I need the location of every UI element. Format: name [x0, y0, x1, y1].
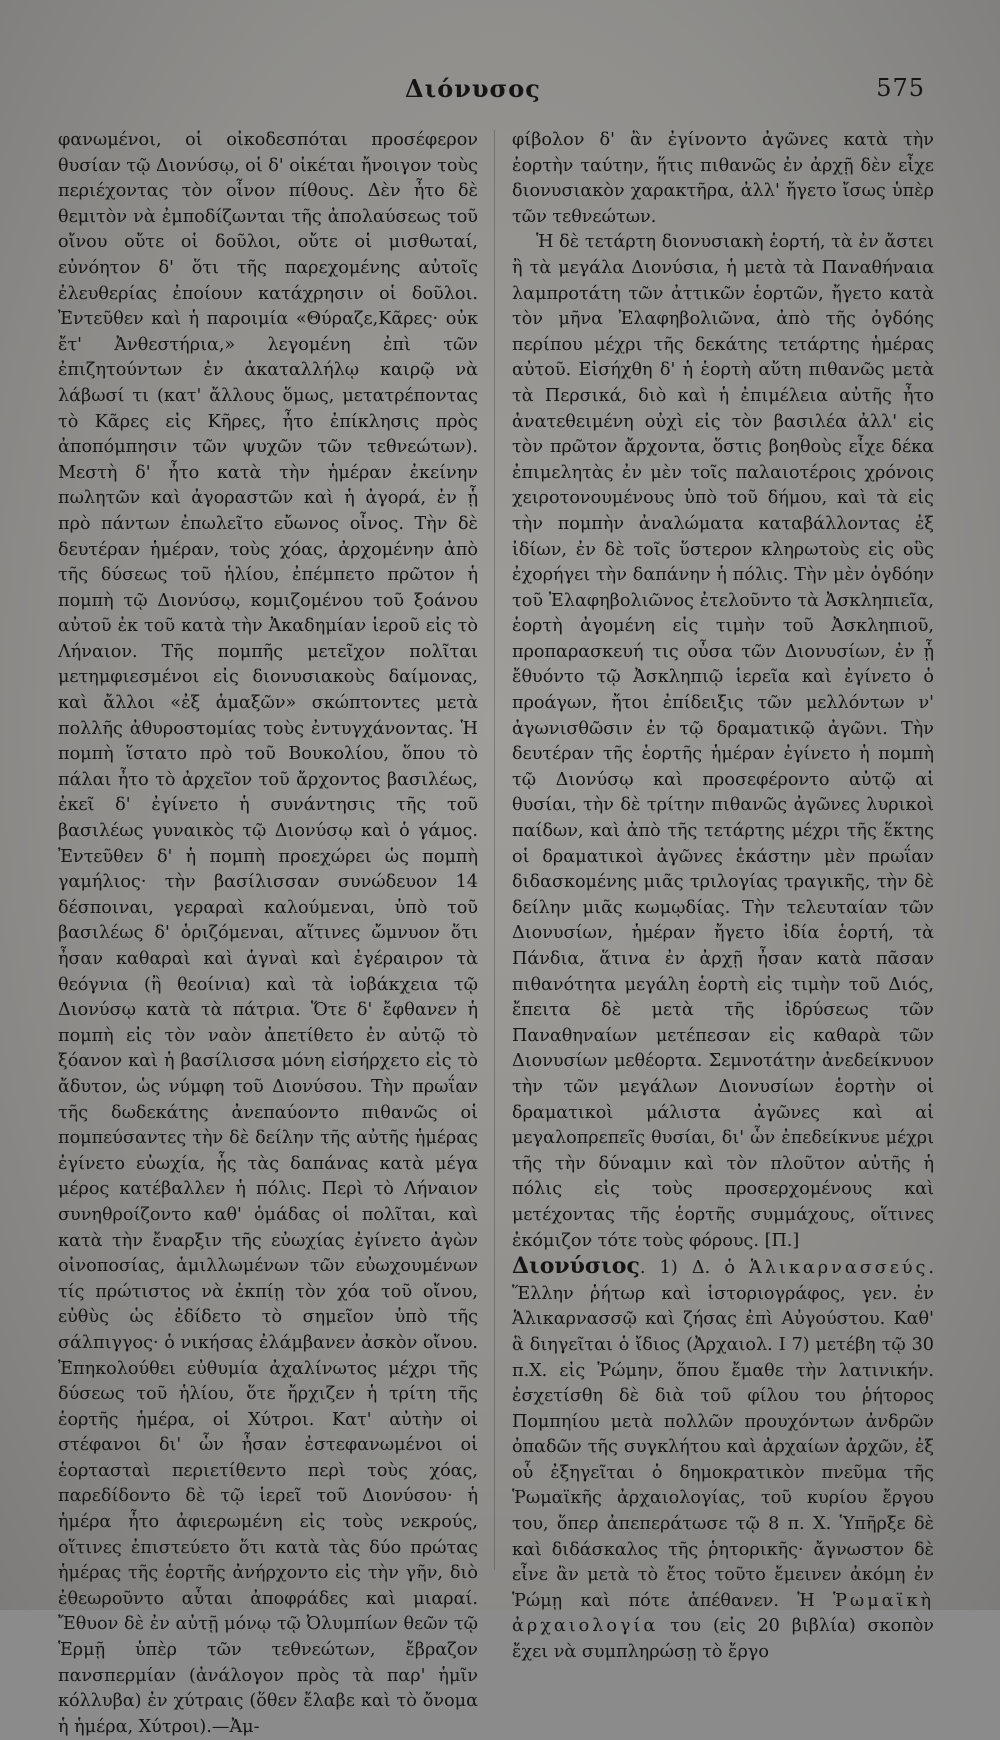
entry-headword: Διονύσιος — [512, 1253, 640, 1280]
column-divider — [494, 130, 495, 1570]
entry-dionysios — [512, 1254, 934, 1666]
entry-text-b: . Ἕλλην ῥήτωρ καὶ ἱστοριογράφος, γεν. ἐν Ἁλικαρνασσῷ καὶ ζήσας ἐπὶ Αὐγούστου. Καθ' ἃ διηγεῖται ὁ ἴδιος (Ἀρχαιολ. Ι 7) μετέβη τῷ 30 π.Χ. εἰς Ῥώμην, ὅπου ἔμαθε τὴν λατινικήν. ἐσχετίσθη δὲ διὰ τοῦ φίλου του ῥήτορος Πομπηίου μετὰ πολλῶν προυχόντων ἀνδρῶν ὀπαδῶν τῆς συγκλήτου καὶ ἀρχαίων ἀρχῶν, ἐξ οὗ ἐξηγεῖται ὁ δημοκρατικὸν πνεῦμα τῆς Ῥωμαϊκῆς ἀρχαιολογίας, τοῦ κυρίου ἔργου του, ὅπερ ἀπεπεράτωσε τῷ 8 π. Χ. Ὑπῆρξε δὲ καὶ διδάσκαλος τῆς ῥητορικῆς· ἄγνωστον δὲ εἶνε ἂν μετὰ τὸ ἔτος τοῦτο ἔμεινεν ἀκόμη ἐν Ῥώμῃ καὶ πότε ἀπέθανεν. Ἡ — [512, 1258, 934, 1611]
paragraph-end-anthesteria: φίβολον δ' ἂν ἐγίνοντο ἀγῶνες κατὰ τὴν ἑορτὴν ταύτην, ἥτις πιθανῶς ἐν ἀρχῇ δὲν εἶχε διονυσιακὸν χαρακτῆρα, ἀλλ' ἤγετο ἴσως ὑπὲρ τῶν τεθνεώτων. — [512, 130, 934, 227]
entry-spaced-name: Ἁλικαρνασσεύς — [749, 1258, 929, 1279]
page-heading: Διόνυσος — [405, 74, 541, 103]
running-head — [0, 70, 1000, 110]
entry-spaced-title: Ῥωμαϊκὴ ἀρχαιολογία — [512, 1590, 934, 1637]
paragraph-great-dionysia: Ἡ δὲ τετάρτη διονυσιακὴ ἑορτή, τὰ ἐν ἄστει ἢ τὰ μεγάλα Διονύσια, ἡ μετὰ τὰ Παναθήναια λαμπροτάτη τῶν ἀττικῶν ἑορτῶν, ἤγετο κατὰ τὸν μῆνα Ἐλαφηβολιῶνα, ἀπὸ τῆς ὀγδόης περίπου μέχρι τῆς δεκάτης τετάρτης ἡμέρας αὐτοῦ. Εἰσήχθη δ' ἡ ἑορτὴ αὕτη πιθανῶς μετὰ τὰ Περσικά, διὸ καὶ ἡ ἐπιμέλεια αὐτῆς ἦτο ἀνατεθειμένη οὐχὶ εἰς τὸν βασιλέα ἀλλ' εἰς τὸν πρῶτον ἄρχοντα, ὅστις βοηθοὺς εἶχε δέκα ἐπιμελητὰς ἐν μὲν τοῖς παλαιοτέροις χρόνοις χειροτονουμένους ὑπὸ τοῦ δήμου, καὶ τὰ εἰς τὴν πομπὴν ἀναλώματα καταβάλλοντας ἐξ ἰδίων, ἐν δὲ τοῖς ὕστερον κληρωτοὺς εἰς οὓς ἐχορήγει τὴν δαπάνην ἡ πόλις. Τὴν μὲν ὀγδόην τοῦ Ἐλαφηβολιῶνος ἐτελοῦντο τὰ Ἀσκληπιεῖα, ἑορτὴ ἀγομένη εἰς τιμὴν τοῦ Ἀσκληπιοῦ, προπαρασκευή τις οὖσα τῶν Διονυσίων, ἐν ᾗ ἔθυόντο τῷ Ἀσκληπιῷ ἱερεῖα καὶ ἐγίνετο ὁ προάγων, ἤτοι ἐπίδειξις τῶν μελλόντων ν' ἀγωνισθῶσιν ἐν τῷ δραματικῷ ἀγῶνι. Τὴν δευτέραν τῆς ἑορτῆς ἡμέραν ἐγίνετο ἡ πομπὴ τῷ Διονύσῳ καὶ προσεφέροντο αὐτῷ αἱ θυσίαι, τὴν δὲ τρίτην πιθανῶς ἀγῶνες λυρικοὶ παίδων, καὶ ἀπὸ τῆς τετάρτης μέχρι τῆς ἕκτης οἱ δραματικοὶ ἀγῶνες ἑκάστην μὲν πρωΐαν διδασκομένης μιᾶς τριλογίας τραγικῆς, τὴν δὲ δείλην μιᾶς κωμῳδίας. Τὴν τελευταίαν τῶν Διονυσίων, ἡμέραν ἤγετο ἰδία ἑορτή, τὰ Πάνδια, ἅτινα ἐν ἀρχῇ ἦσαν κατὰ πᾶσαν πιθανότητα μεγάλη ἑορτὴ εἰς τιμὴν τοῦ Διός, ἔπειτα δὲ μετὰ τῆς ἰδρύσεως τῶν Παναθηναίων μετέπεσαν εἰς καθαρὰ τῶν Διονυσίων μεθέορτα. Σεμνοτάτην ἀνεδείκνυον τὴν τῶν μεγάλων Διονυσίων ἑορτὴν οἱ δραματικοὶ μάλιστα ἀγῶνες καὶ αἱ μεγαλοπρεπεῖς θυσίαι, δι' ὧν ἐπεδείκνυε μέχρι τῆς τὴν δύναμιν καὶ τὸν πλοῦτον αὐτῆς ἡ πόλις εἰς τοὺς προσερχομένους καὶ μετέχοντας τῆς ἑορτῆς συμμάχους, οἵτινες ἐκόμιζον τότε τοὺς φόρους. [Π.] — [512, 232, 934, 1251]
entry-text-c: του (εἰς 20 βιβλία) σκοπὸν ἔχει νὰ συμπληρώσῃ τὸ ἔργο — [512, 1616, 934, 1663]
left-column — [58, 128, 478, 1740]
page-number: 575 — [876, 74, 925, 102]
right-column — [512, 128, 934, 1666]
left-column-text: φανωμένοι, οἱ οἰκοδεσπόται προσέφερον θυσίαν τῷ Διονύσῳ, οἱ δ' οἰκέται ἤνοιγον τοὺς περιέχοντας τὸν οἶνον πίθους. Δὲν ἦτο δὲ θεμιτὸν νὰ ἐμποδίζωνται τῆς ἀπολαύσεως τοῦ οἴνου οὔτε οἱ δοῦλοι, οὔτε οἱ μισθωταί, εὐνόητον δ' ὅτι τῆς παρεχομένης αὐτοῖς ἐλευθερίας ἐποίουν κατάχρησιν οἱ δοῦλοι. Ἐντεῦθεν καὶ ἡ παροιμία «Θύραζε,Κᾶρες· οὐκ ἔτ' Ἀνθεστήρια,» λεγομένη ἐπὶ τῶν ἐπιζητούντων ἐν ἀκαταλλήλῳ καιρῷ νὰ λάβωσί τι (κατ' ἄλλους ὅμως, μετατρέποντας τὸ Κᾶρες εἰς Κῆρες, ἦτο ἐπίκλησις πρὸς ἀποπόμπησιν τῶν ψυχῶν τῶν τεθνεώτων). Μεστὴ δ' ἦτο κατὰ τὴν ἡμέραν ἐκείνην πωλητῶν καὶ ἀγοραστῶν καὶ ἡ ἀγορά, ἐν ᾗ πρὸ πάντων ἐπωλεῖτο εὔωνος οἶνος. Τὴν δὲ δευτέραν ἡμέραν, τοὺς χόας, ἀρχομένην ἀπὸ τῆς δύσεως τοῦ ἡλίου, ἐπέμπετο πρῶτον ἡ πομπὴ τῷ Διονύσῳ, κομιζομένου τοῦ ξοάνου αὐτοῦ ἐκ τοῦ κατὰ τὴν Ἀκαδημίαν ἱεροῦ εἰς τὸ Λήναιον. Τῆς πομπῆς μετεῖχον πολῖται μετημφιεσμένοι εἰς διονυσιακοὺς δαίμονας, καὶ ἄλλοι «ἐξ ἁμαξῶν» σκώπτοντες μετὰ πολλῆς ἀθυροστομίας τοὺς ἐντυγχάνοντας. Ἡ πομπὴ ἵστατο πρὸ τοῦ Βουκολίου, ὅπου τὸ πάλαι ἦτο τὸ ἀρχεῖον τοῦ ἄρχοντος βασιλέως, ἐκεῖ δ' ἐγίνετο ἡ συνάντησις τῆς τοῦ βασιλέως γυναικὸς τῷ Διονύσῳ καὶ ὁ γάμος. Ἐντεῦθεν δ' ἡ πομπὴ προεχώρει ὡς πομπὴ γαμήλιος· τὴν βασίλισσαν συνώδευον 14 δέσποιναι, γεραραὶ καλούμεναι, ὑπὸ τοῦ βασιλέως δ' ὁριζόμεναι, αἵτινες ὤμνυον ὅτι ἦσαν καθαραὶ καὶ ἁγναὶ καὶ ἐγέραιρον τὰ θεόγνια (ἢ θεοίνια) καὶ τὰ ἰοβάκχεια τῷ Διονύσῳ κατὰ τὰ πάτρια. Ὅτε δ' ἔφθανεν ἡ πομπὴ εἰς τὸν ναὸν ἀπετίθετο ἐν αὐτῷ τὸ ξόανον καὶ ἡ βασίλισσα μόνη εἰσήρχετο εἰς τὸ ἄδυτον, ὡς νύμφη τοῦ Διονύσου. Τὴν πρωΐαν τῆς δωδεκάτης ἀνεπαύοντο πιθανῶς οἱ πομπεύσαντες τὴν δὲ δείλην τῆς αὐτῆς ἡμέρας ἐγίνετο εὐωχία, ἧς τὰς δαπάνας κατὰ μέγα μέρος κατέβαλλεν ἡ πόλις. Περὶ τὸ Λήναιον συνηθροίζοντο καθ' ὁμάδας οἱ πολῖται, καὶ κατὰ τὴν ἔναρξιν τῆς εὐωχίας ἐγίνετο ἀγὼν οἰνοποσίας, ἁμιλλωμένων τῶν εὐωχουμένων τίς πρώτιστος νὰ ἐκπίῃ τὸν χόα τοῦ οἴνου, εὐθὺς ὡς ἐδίδετο τὸ σημεῖον ὑπὸ τῆς σάλπιγγος· ὁ νικήσας ἐλάμβανεν ἀσκὸν οἴνου. Ἐπηκολούθει εὐθυμία ἀχαλίνωτος μέχρι τῆς δύσεως τοῦ ἡλίου, ὅτε ἤρχιζεν ἡ τρίτη τῆς ἑορτῆς ἡμέρα, οἱ Χύτροι. Κατ' αὐτὴν οἱ στέφανοι δι' ὧν ἦσαν ἐστεφανωμένοι οἱ ἑορτασταὶ περιετίθεντο περὶ τοὺς χόας, παρεδίδοντο δὲ τῷ ἱερεῖ τοῦ Διονύσου· ἡ ἡμέρα ἦτο ἀφιερωμένη εἰς τοὺς νεκρούς, οἵτινες ἐπιστεύετο ὅτι κατὰ τὰς δύο πρώτας ἡμέρας τῆς ἑορτῆς ἀνήρχοντο εἰς τὴν γῆν, διὸ ἐθεωροῦντο αὗται ἀποφράδες καὶ μιαραί. Ἔθυον δὲ ἐν αὐτῇ μόνῳ τῷ Ὀλυμπίων θεῶν τῷ Ἑρμῇ ὑπὲρ τῶν τεθνεώτων, ἔβραζον πανσπερμίαν (ἀνάλογον πρὸς τὰ παρ' ἡμῖν κόλλυβα) ἐν χύτραις (ὅθεν ἔλαβε καὶ τὸ ὄνομα ἡ ἡμέρα, Χύτροι).—Ἀμ- — [58, 130, 478, 1737]
entry-text-a: . 1) Δ. ὁ — [639, 1258, 750, 1279]
